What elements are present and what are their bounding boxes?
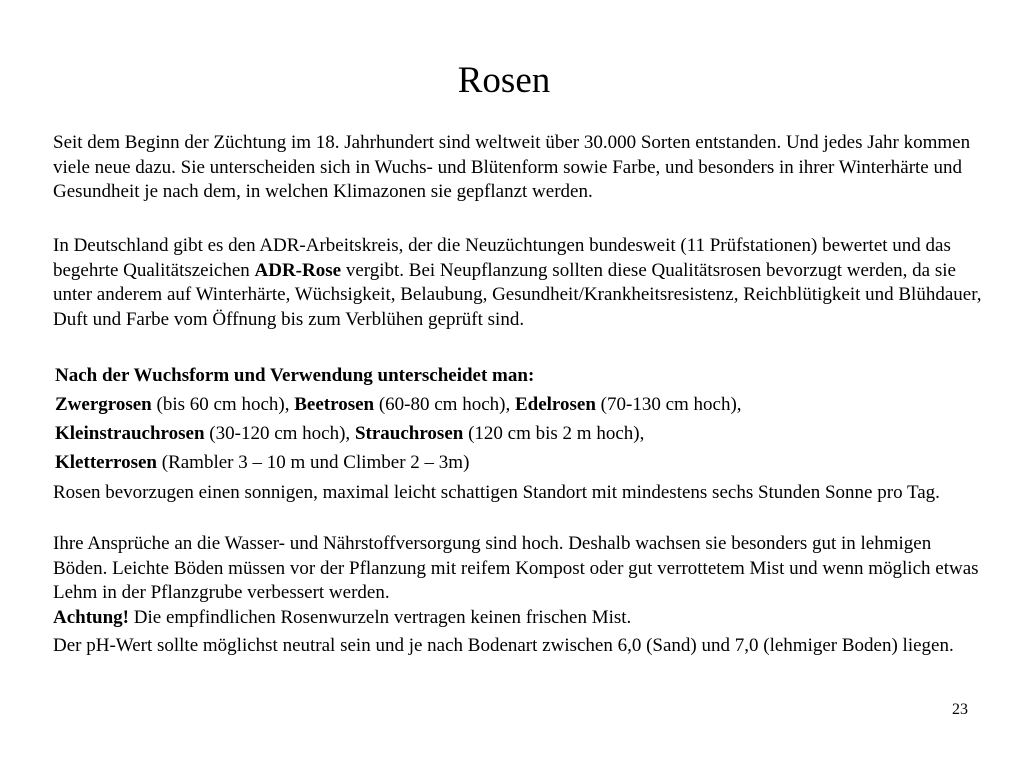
adr-paragraph bbox=[53, 234, 988, 332]
edelrosen-desc: (70-130 cm hoch), bbox=[595, 394, 742, 415]
rose-types-line-3 bbox=[55, 451, 469, 475]
adr-text-before: In Deutschland gibt es den ADR-Arbeitskreis, der die Neuzüchtungen bundesweit (11 Prüfstationen) bewertet und das begehrte Qualitätszeichen bbox=[53, 235, 951, 281]
kletterrosen-desc: (Rambler 3 – 10 m und Climber 2 – 3m) bbox=[157, 452, 470, 473]
ph-paragraph: Der pH-Wert sollte möglichst neutral sein und je nach Bodenart zwischen 6,0 (Sand) und 7,0 (lehmiger Boden) liegen. bbox=[53, 635, 954, 656]
location-paragraph: Rosen bevorzugen einen sonnigen, maximal leicht schattigen Standort mit mindestens sechs Stunden Sonne pro Tag. bbox=[53, 482, 940, 503]
strauchrosen-label: Strauchrosen bbox=[354, 423, 464, 444]
edelrosen-label: Edelrosen bbox=[514, 394, 596, 415]
warning-paragraph bbox=[53, 606, 988, 631]
beetrosen-label: Beetrosen bbox=[294, 394, 375, 415]
rose-types-line-1 bbox=[55, 393, 742, 417]
strauchrosen-desc: (120 cm bis 2 m hoch), bbox=[463, 423, 645, 444]
adr-rose-label: ADR-Rose bbox=[254, 259, 342, 281]
slide-title: Rosen bbox=[457, 60, 551, 101]
zwergrosen-desc: (bis 60 cm hoch), bbox=[151, 394, 295, 415]
zwergrosen-label: Zwergrosen bbox=[55, 394, 152, 415]
beetrosen-desc: (60-80 cm hoch), bbox=[374, 394, 515, 415]
page-number: 23 bbox=[952, 701, 968, 718]
growth-form-heading: Nach der Wuchsform und Verwendung unterscheidet man: bbox=[55, 365, 535, 386]
kletterrosen-label: Kletterrosen bbox=[55, 452, 157, 473]
warning-label: Achtung! bbox=[53, 607, 130, 628]
kleinstrauchrosen-label: Kleinstrauchrosen bbox=[55, 423, 205, 444]
soil-paragraph: Ihre Ansprüche an die Wasser- und Nährstoffversorgung sind hoch. Deshalb wachsen sie besonders gut in lehmigen Böden. Leichte Böden müssen vor der Pflanzung mit reifem Kompost oder gut verrottetem Mist und wenn möglich etwas Lehm in der Pflanzgrube verbessert werden. bbox=[53, 533, 979, 603]
warning-text: Die empfindlichen Rosenwurzeln vertragen keinen frischen Mist. bbox=[129, 607, 632, 628]
rose-types-line-2 bbox=[55, 422, 644, 446]
intro-paragraph: Seit dem Beginn der Züchtung im 18. Jahrhundert sind weltweit über 30.000 Sorten entstanden. Und jedes Jahr kommen viele neue dazu. Sie unterscheiden sich in Wuchs- und Blütenform sowie Farbe, und besonders in ihrer Winterhärte und Gesundheit je nach dem, in welchen Klimazonen sie gepflanzt werden. bbox=[53, 132, 971, 202]
adr-text-after: vergibt. Bei Neupflanzung sollten diese Qualitätsrosen bevorzugt werden, da sie unter anderem auf Winterhärte, Wüchsigkeit, Belaubung, Gesundheit/Krankheitsresistenz, Reichblütigkeit und Blühdauer, Duft und Farbe vom Öffnung bis zum Verblühen geprüft sind. bbox=[53, 259, 982, 330]
kleinstrauchrosen-desc: (30-120 cm hoch), bbox=[204, 423, 355, 444]
